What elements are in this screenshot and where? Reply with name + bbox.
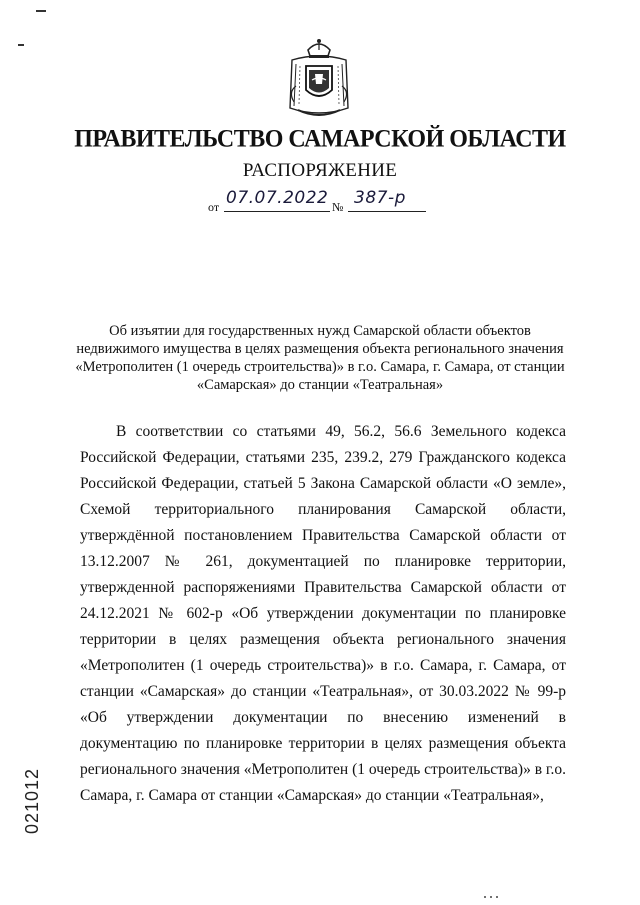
number-underline — [348, 211, 426, 212]
handwritten-date: 07.07.2022 — [226, 188, 329, 208]
scan-dots — [484, 896, 504, 900]
scan-mark — [36, 10, 46, 12]
date-underline — [224, 211, 330, 212]
document-body — [80, 419, 566, 809]
side-serial-number — [8, 767, 68, 834]
serial-number-text: 021012 — [22, 767, 42, 834]
scan-mark — [18, 44, 24, 46]
document-subject: Об изъятии для государственных нужд Самарской области объектов недвижимого имущества в целях размещения объекта регионального значения «Метрополитен (1 очередь строительства)» в г.о. Самара, г. Самара, от станции «Самарская» до станции «Театральная» — [75, 323, 565, 393]
coat-of-arms-icon — [282, 36, 356, 120]
handwritten-number: 387-р — [354, 188, 406, 208]
date-prefix: от — [208, 200, 220, 214]
government-title: ПРАВИТЕЛЬСТВО САМАРСКОЙ ОБЛАСТИ — [74, 125, 566, 153]
date-number-line — [208, 190, 438, 216]
body-paragraph: В соответствии со статьями 49, 56.2, 56.6 Земельного кодекса Российской Федерации, статьями 235, 239.2, 279 Гражданского кодекса Российской Федерации, статьей 5 Закона Самарской области «О земле», Схемой территориального планирования Самарской области, утверждённой постановлением Правительства Самарской области от 13.12.2007 № 261, документацией по планировке территории, утвержденной распоряжениями Правительства Самарской области от 24.12.2021 № 602-р «Об утверждении документации по планировке территории в целях размещения объекта регионального значения «Метрополитен (1 очередь строительства)» в г.о. Самара, г. Самара, от станции «Самарская» до станции «Театральная», от 30.03.2022 № 99-р «Об утверждении документации по внесению изменений в документацию по планировке территории в целях размещения объекта регионального значения «Метрополитен (1 очередь строительства)» в г.о. Самара, г. Самара от станции «Самарская» до станции «Театральная», — [80, 423, 566, 804]
number-label: № — [332, 200, 344, 214]
document-kind: РАСПОРЯЖЕНИЕ — [242, 160, 398, 181]
